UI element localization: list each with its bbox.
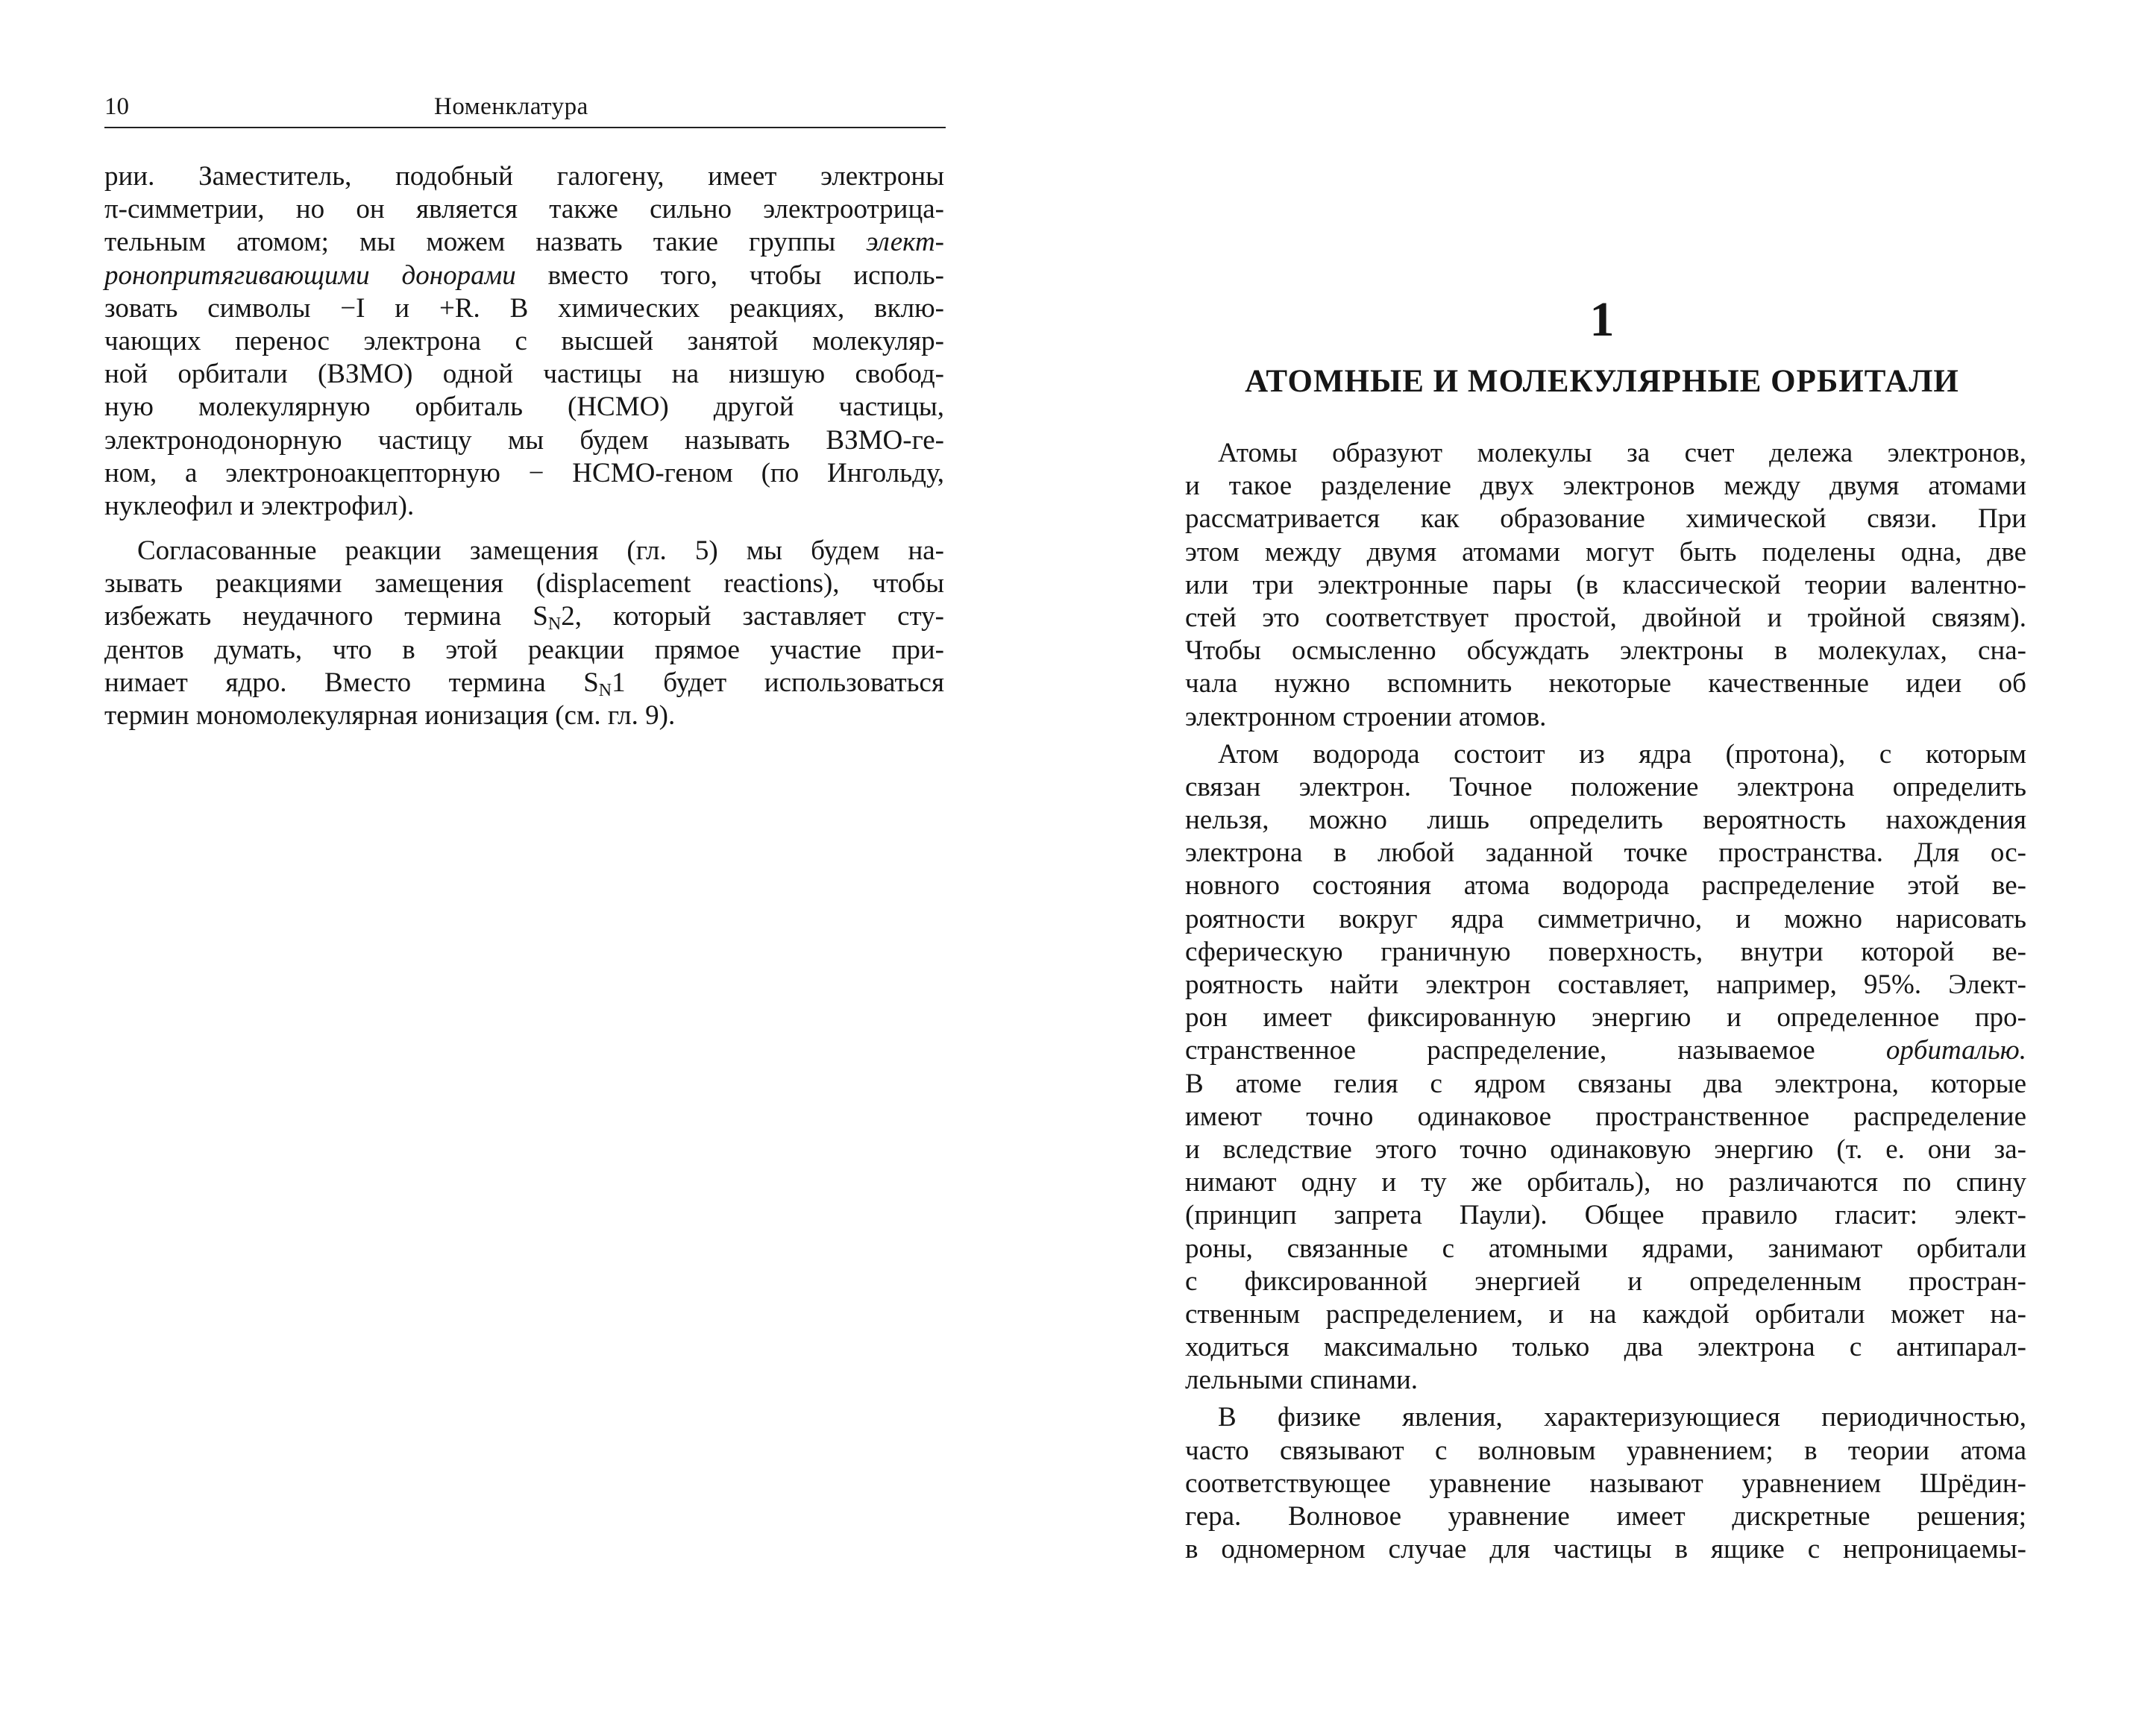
text-line: лельными спинами. — [1185, 1365, 1419, 1396]
text-line: рии. Заместитель, подобный галогену, имеет электроны — [104, 161, 944, 192]
text-line: ронопритягивающими донорами вместо того, чтобы исполь- — [104, 260, 944, 291]
subscript: N — [547, 614, 562, 635]
running-header — [104, 84, 946, 128]
text-line: Атомы образуют молекулы за счет дележа электронов, — [1218, 438, 2026, 468]
italic-term: элект- — [866, 227, 944, 258]
text-line: роятности вокруг ядра симметрично, и можно нарисовать — [1185, 903, 2026, 934]
text-line: рон имеет фиксированную энергию и определенное про- — [1185, 1002, 2026, 1034]
text-line: электрона в любой заданной точке пространства. Для ос- — [1185, 837, 2026, 869]
text-line: имеют точно одинаковое пространственное распределение — [1185, 1101, 2026, 1132]
right-page — [1068, 0, 2136, 1736]
text-line: π-симметрии, но он является также сильно электроотрица- — [104, 194, 944, 225]
paragraph — [104, 160, 944, 523]
text-line: Атом водорода состоит из ядра (протона), с которым — [1218, 738, 2026, 770]
page-number: 10 — [104, 93, 129, 120]
text-line: ном, а электроноакцепторную − НСМО-геном (по Ингольду, — [104, 457, 944, 488]
text-line: ную молекулярную орбиталь (НСМО) другой частицы, — [104, 391, 944, 423]
text-line: зовать символы −I и +R. В химических реакциях, вклю- — [104, 292, 944, 324]
text-line: избежать неудачного термина $S_N2$, который заставляет сту- — [104, 601, 945, 635]
chapter-title: АТОМНЫЕ И МОЛЕКУЛЯРНЫЕ ОРБИТАЛИ — [1245, 364, 1959, 399]
text-line: зывать реакциями замещения (displacement reactions), чтобы — [104, 568, 944, 600]
running-title: Номенклатура — [434, 93, 588, 120]
text-line: с фиксированной энергией и определенным простран- — [1185, 1265, 2026, 1297]
text-line: нуклеофил и электрофил). — [104, 490, 415, 521]
paragraph — [1185, 437, 2026, 734]
text-line: новного состояния атома водорода распределение этой ве- — [1185, 870, 2026, 902]
text-line: нимает ядро. Вместо термина $S_N1$ будет использоваться — [104, 667, 944, 700]
text-line: В физике явления, характеризующиеся периодичностью, — [1218, 1402, 2026, 1433]
text-line: в одномерном случае для частицы в ящике с непроницаемы- — [1185, 1534, 2026, 1565]
text-line: роятность найти электрон составляет, например, 95%. Элект- — [1185, 969, 2026, 1000]
right-body-text — [1185, 437, 2026, 1566]
paragraph — [1185, 738, 2026, 1397]
text-line: соответствующее уравнение называют уравнением Шрёдин- — [1185, 1468, 2026, 1499]
text-line: рассматривается как образование химической связи. При — [1185, 503, 2026, 535]
text-line: связан электрон. Точное положение электрона определить — [1185, 771, 2026, 802]
text-line: стей это соответствует простой, двойной и тройной связям). — [1185, 602, 2026, 633]
text-line: электронном строении атомов. — [1185, 701, 1547, 732]
italic-term: ронопритягивающими донорами — [104, 260, 516, 291]
text-line: Чтобы осмысленно обсуждать электроны в молекулах, сна- — [1185, 635, 2026, 667]
chapter-number: 1 — [1589, 292, 1615, 347]
text-line: ственным распределением, и на каждой орбитали может на- — [1185, 1298, 2026, 1330]
text-line: дентов думать, что в этой реакции прямое участие при- — [104, 634, 944, 665]
text-line: часто связывают с волновым уравнением; в теории атома — [1185, 1435, 2026, 1466]
text-line: и такое разделение двух электронов между двумя атомами — [1185, 471, 2026, 502]
italic-term: орбиталью. — [1885, 1035, 2026, 1066]
text-line: нельзя, можно лишь определить вероятность нахождения — [1185, 805, 2026, 836]
text-line: нимают одну и ту же орбиталь), но различаются по спину — [1185, 1167, 2026, 1198]
text-line: гера. Волновое уравнение имеет дискретные решения; — [1185, 1501, 2026, 1532]
text-line: термин мономолекулярная ионизация (см. гл. 9). — [104, 700, 676, 731]
text-line: или три электронные пары (в классической теории валентно- — [1185, 569, 2026, 600]
text-line: роны, связанные с атомными ядрами, занимают орбитали — [1185, 1233, 2026, 1264]
text-line: ходиться максимально только два электрона с антипарал- — [1185, 1332, 2026, 1363]
text-line: и вследствие этого точно одинаковую энергию (т. е. они за- — [1185, 1133, 2026, 1165]
paragraph — [104, 535, 944, 732]
text-line: ной орбитали (ВЗМО) одной частицы на низшую свобод- — [104, 359, 944, 390]
text-line: этом между двумя атомами могут быть поделены одна, две — [1185, 536, 2026, 567]
text-line: чающих перенос электрона с высшей занятой молекуляр- — [104, 325, 944, 356]
subscript: N — [598, 680, 612, 700]
text-line: странственное распределение, называемое орбиталью. — [1185, 1035, 2026, 1066]
text-line: (принцип запрета Паули). Общее правило гласит: элект- — [1185, 1200, 2026, 1231]
text-line: чала нужно вспомнить некоторые качественные идеи об — [1185, 668, 2026, 699]
text-line: тельным атомом; мы можем назвать такие группы элект- — [104, 227, 944, 258]
paragraph — [1185, 1401, 2026, 1566]
left-body-text — [104, 160, 944, 732]
text-line: сферическую граничную поверхность, внутри которой ве- — [1185, 936, 2026, 967]
text-line: Согласованные реакции замещения (гл. 5) мы будем на- — [137, 535, 944, 567]
text-line: В атоме гелия с ядром связаны два электрона, которые — [1185, 1068, 2026, 1099]
text-line: электронодонорную частицу мы будем называть ВЗМО-ге- — [104, 424, 944, 456]
